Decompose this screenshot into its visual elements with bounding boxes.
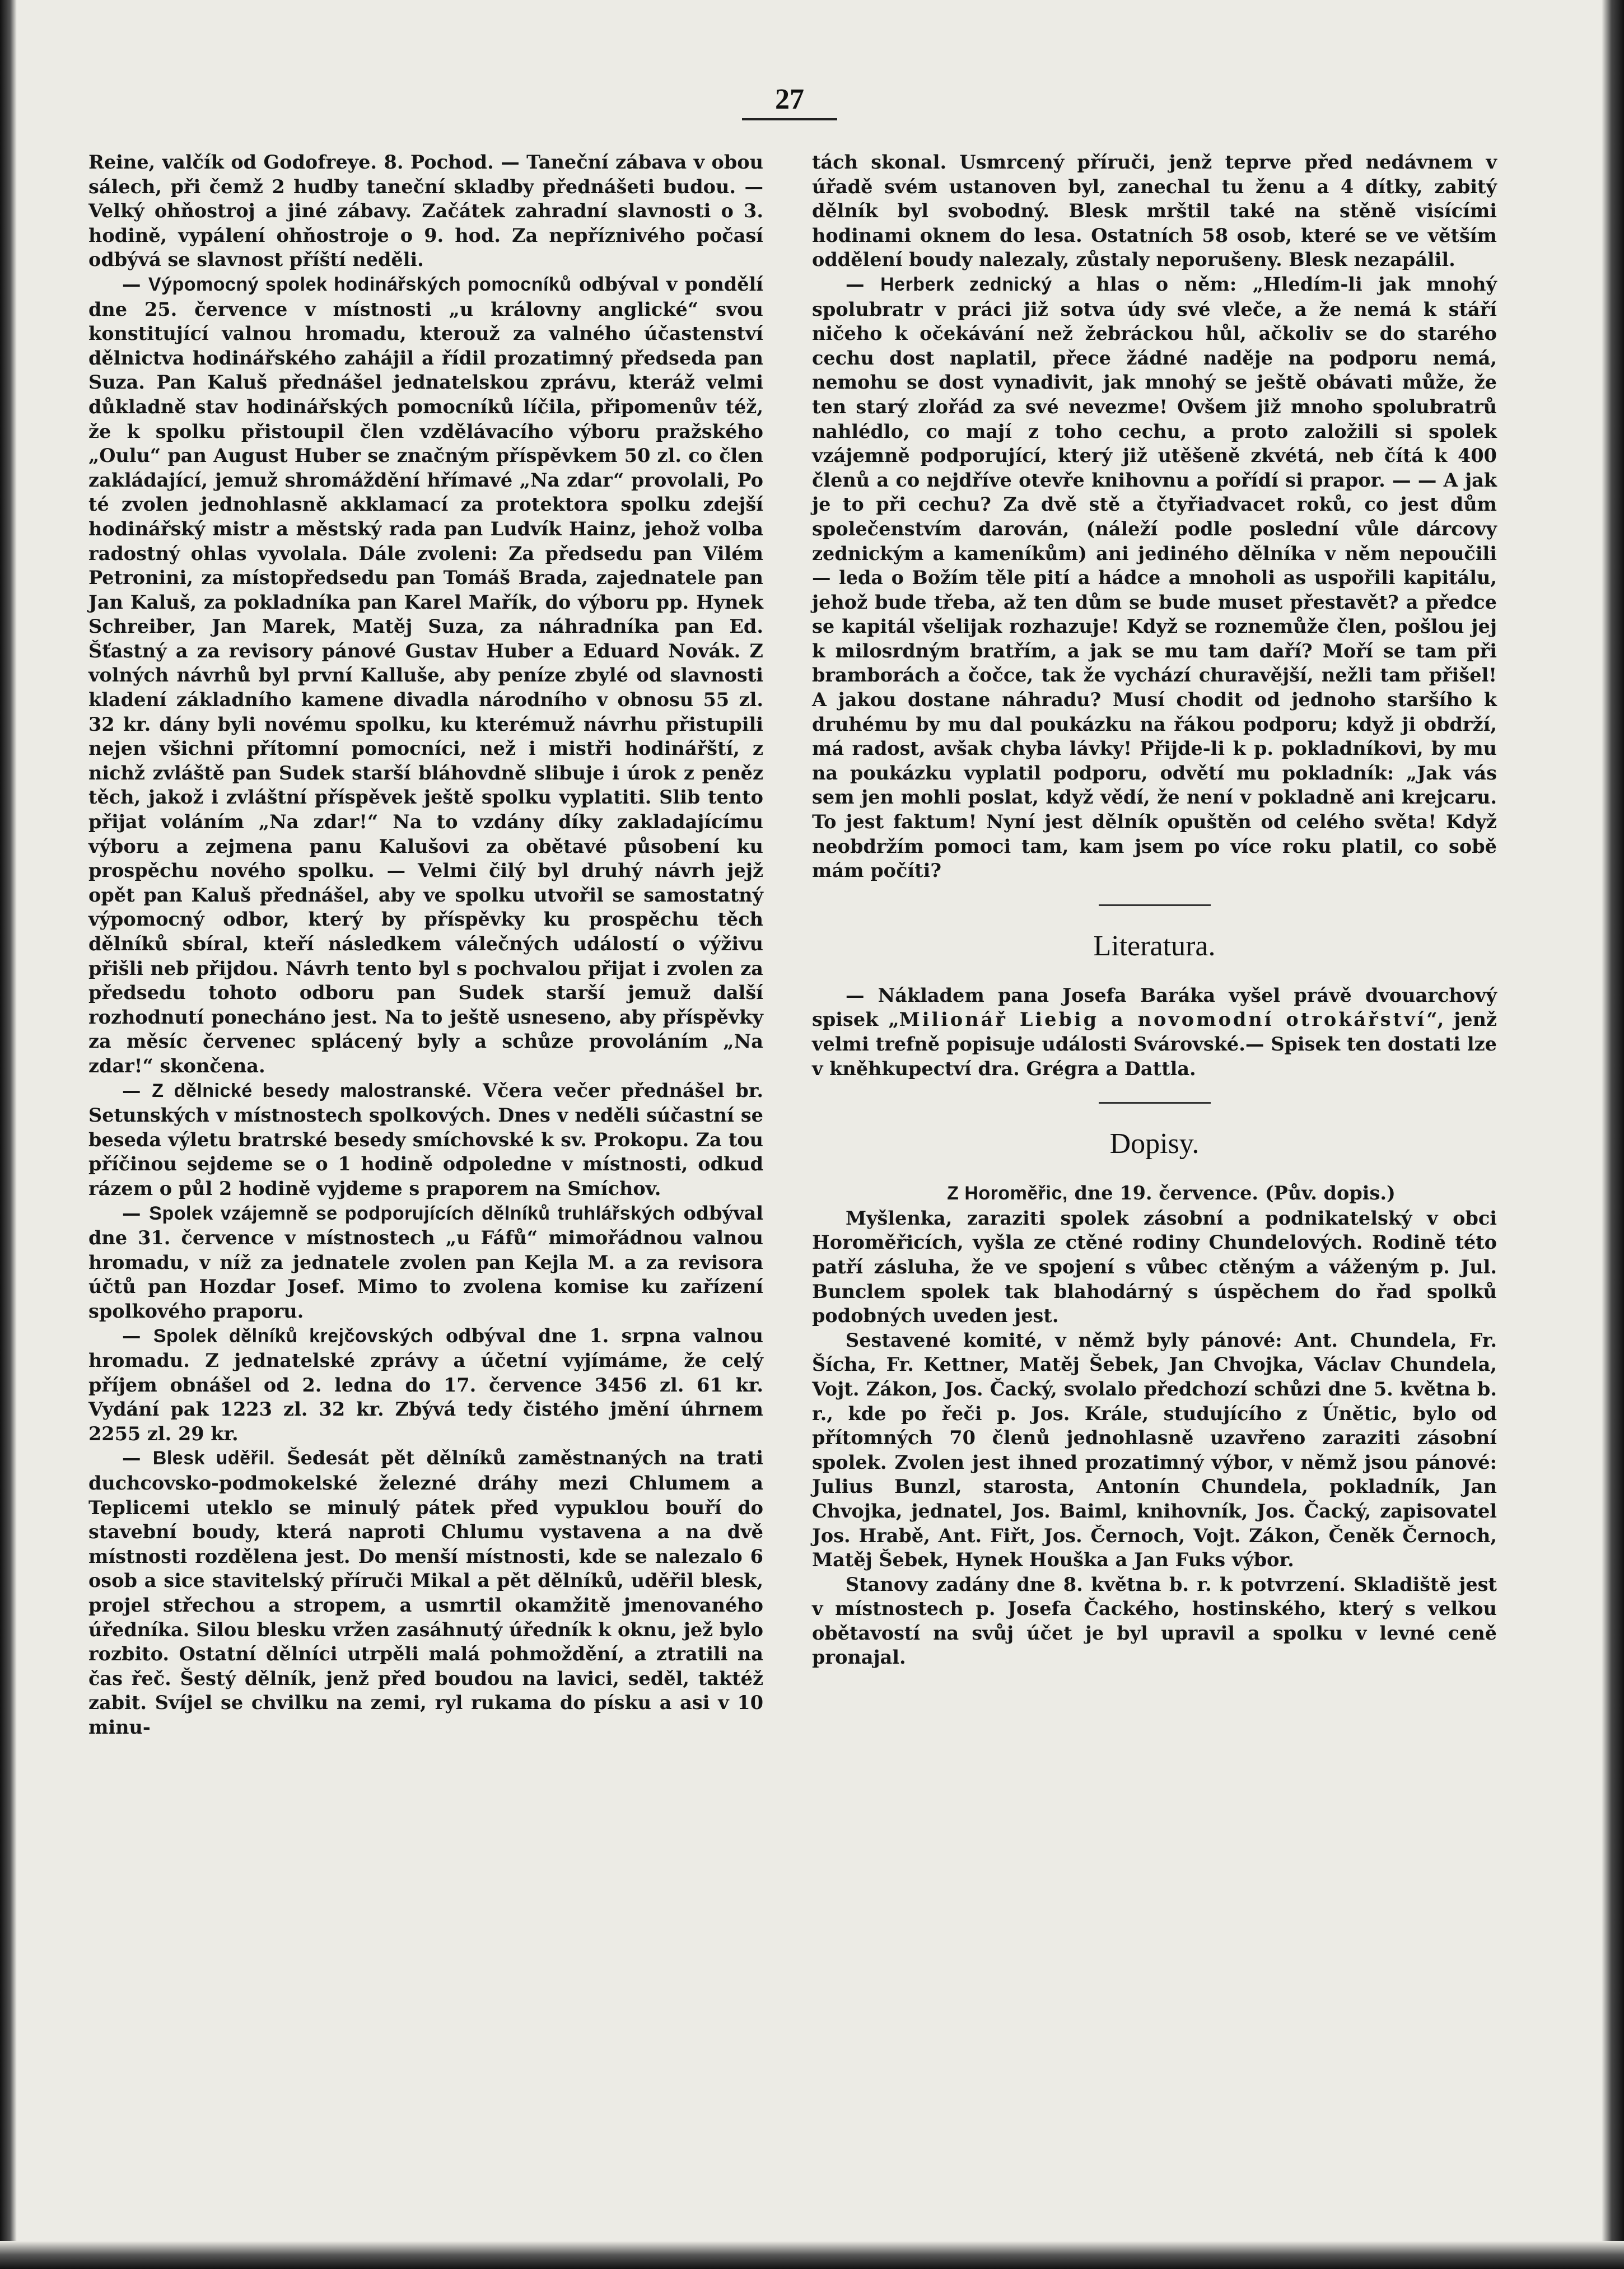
article-body: odbýval dne 31. července v místnostech „u Fáfů“ mimořádnou valnou hromadu, v níž za jednatele zvolen pan Kejla M. a za revisora účtů pan Hozdar Josef. Mimo to zvolena komise ku zařízení spolkového praporu.	[88, 1202, 764, 1322]
article-heading: Spolek dělníků krejčovských	[153, 1325, 433, 1347]
article-masons-hostel: — Herberk zednický a hlas o něm: „Hledím-li jak mnohý spolubratr v práci již sotva údy své vleče, a že nemá k stáří ničeho k očekávání než žebráckou hůl, ačkoliv se do starého cechu dost naplatil, přece žádné naděje na podporu nemá, nemohu se dost vynadivit, jak mnohý se ještě obávati může, že ten starý zlořád za své nevezme! Ovšem již mnoho spolubratrů nahlédlo, co mají z toho cechu, a proto založili si spolek vzájemně podporující, který již utěšeně zkvétá, neb čítá k 400 členů a co nejdříve otevře knihovnu a pořídí si prapor. — — A jak je to při cechu? Za dvě stě a čtyřiadvacet roků, co jest dům společenstvím darován, (náleží podle poslední vůle dárcovy zednickým a kameníkům) ani jediného dělníka v něm nepoučili — leda o Božím těle pití a hádce a mnoholi as uspořili kapitálu, jehož bude třeba, až ten dům se bude muset přestavět? a předce se kapitál všelijak rozhazuje! Když se roznemůže člen, pošlou jej k milosrdným bratřím, a jak se mu tam daří? Moří se tam při bramborách a čočce, tak že vychází churavější, nežli tam přišel! A jakou dostane náhradu? Musí chodit od jednoho staršího k druhému by mu dal poukázku na řákou podporu; když ji obdrží, má radost, avšak chyba lávky! Přijde-li k p. pokladníkovi, by mu na poukázku vyplatil podporu, odvětí mu pokladník: „Jak vás sem jen mohli poslat, když vědí, že není v pokladně ani krejcaru. To jest faktum! Nyní jest dělník opuštěn od celého světa! Když neobdržím pomoci tam, kam jsem po více roku platil, co sobě mám počíti?	[812, 273, 1497, 882]
article-heading: Spolek vzájemně se podporujících dělníků truhlářských	[149, 1202, 675, 1224]
letter-place: Z Horoměřic,	[947, 1183, 1068, 1204]
article-watchmakers-aid-society: — Výpomocný spolek hodinářských pomocníků odbýval v pondělí dne 25. července v místnosti „u královny anglické“ svou konstitující valnou hromadu, kterouž za valného účastenství dělnictva hodinářského zahájil a řídil prozatimný předseda pan Suza. Pan Kaluš přednášel jednatelskou zprávu, kteráž velmi důkladně stav hodinářských pomocníků líčila, připomenův též, že k spolku přistoupil člen vzdělávacího výboru pražského „Oulu“ pan August Huber se značným příspěvkem 50 zl. co člen zakládající, jemuž shromáždění hřímavé „Na zdar“ provolali, Po té zvolen jednohlasně akklamací za protektora spolku zdejší hodinářský mistr a městský rada pan Ludvík Hainz, jehož volba radostný ohlas vyvolala. Dále zvoleni: Za předsedu pan Vilém Petronini, za místopředsedu pan Tomáš Brada, zajednatele pan Jan Kaluš, za pokladníka pan Karel Mařík, do výboru pp. Hynek Schreiber, Jan Marek, Matěj Suza, za náhradníka pan Ed. Šťastný a za revisory pánové Gustav Huber a Eduard Novák. Z volných návrhů byl první Kalluše, aby peníze zbylé od slavnosti kladení základního kamene divadla národního v obnosu 55 zl. 32 kr. dány byli novému spolku, ku kterémuž návrhu přistupili nejen všichni přítomní pomocníci, než i mistři hodinářští, z nichž zvláště pan Sudek starší bláhovdně slibuje i úrok z peněz těch, jakož i zvláštní příspěvek ještě spolku vyplatiti. Slib tento přijat voláním „Na zdar!“ Na to vzdány díky zakladajícímu výboru a zejmena panu Kalušovi za obětavé působení ku prospěchu nového spolku. — Velmi čilý byl druhý návrh jejž opět pan Kaluš přednášel, aby ve spolku utvořil se samostatný výpomocný odbor, který by příspěvky ku prospěchu těch dělníků sbíral, kteří následkem válečných událostí o výživu přišli neb přijdou. Návrh tento byl s pochvalou přijat i zvolen za předsedu tohoto odboru pan Sudek starší jemuž další rozhodnutí ponecháno jest. Na to ještě usneseno, aby příspěvky za měsíc červenec splácený byly a schůze provoláním „Na zdar!“ skončena.	[88, 273, 764, 1077]
section-heading-literatura: Literatura.	[1093, 930, 1216, 962]
article-lightning-strike-continued: tách skonal. Usmrcený příruči, jenž teprve před nedávnem v úřadě svém ustanoven byl, zanechal tu ženu a 4 dítky, zabitý dělník byl svobodný. Blesk mrštil také na stěně visícími hodinami oknem do lesa. Ostatních 58 osob, které se ve větším oddělení boudy nalezaly, zůstaly neporušeny. Blesk nezapálil.	[812, 151, 1497, 271]
letter-paragraph: Myšlenka, zaraziti spolek zásobní a podnikatelský v obci Horoměřicích, vyšla ze ctěné rodiny Chundelových. Rodině této patří zásluha, že ve spojení s vůbec ctěným a váženým p. Jul. Bunclem spolek tak blahodárný s úspěchem do řad spolků podobných uveden jest.	[812, 1207, 1497, 1327]
article-body: “, jenž velmi trefně popisuje události Svárovské.— Spisek ten dostati lze v kněhkupectví dra. Grégra a Dattla.	[812, 1009, 1497, 1080]
article-heading: Herberk zednický	[880, 273, 1052, 295]
letter-dateline	[812, 1181, 1497, 1206]
scan-edge-left	[0, 0, 17, 2269]
article-heading: Z dělnické besedy malostranské.	[152, 1080, 472, 1101]
section-divider	[1099, 904, 1211, 906]
letter-paragraph: Sestavené komité, v němž byly pánové: Ant. Chundela, Fr. Šícha, Fr. Kettner, Matěj Šebek, Jan Chvojka, Václav Chundela, Vojt. Zákon, Jos. Čacký, svolalo předchozí schůzi dne 5. května b. r., kde po řeči p. Jos. Krále, studujícího z Únětic, bylo od přítomných 70 členů jednohlasně uzavřeno zaraziti zásobní spolek. Zvolen jest ihned prozatimný výbor, v němž jsou pánové: Julius Bunzl, starosta, Antonín Chundela, pokladník, Jan Chvojka, jednatel, Jos. Baiml, knihovník, Jos. Čacký, zapisovatel Jos. Hrabě, Ant. Fiřt, Jos. Černoch, Vojt. Zákon, Čeněk Černoch, Matěj Šebek, Hynek Houška a Jan Fuks výbor.	[812, 1329, 1497, 1571]
letter-date: dne 19. července. (Pův. dopis.)	[1067, 1182, 1396, 1204]
left-column	[88, 150, 763, 1740]
scan-edge-bottom	[0, 2241, 1624, 2269]
article-body: — Nákladem pana Josefa Baráka vyšel právě dvouarchový spisek „	[812, 984, 1497, 1031]
article-body: Šedesát pět dělníků zaměstnaných na trati duchcovsko-podmokelské železné dráhy mezi Chlumem a Teplicemi uteklo se minulý pátek před vypuklou bouří do stavební boudy, která naproti Chlumu vystavena a na dvě místnosti rozdělena jest. Do menší místnosti, kde se nalezalo 6 osob a sice stavitelský příruči Mikal a pět dělníků, uděřil blesk, projel střechou a stropem, a usmrtil okamžitě jmenovaného úředníka. Silou blesku vržen zasáhnutý úředník k oknu, jež bylo rozbito. Ostatní dělníci utrpěli malá pohmoždění, a ztratili na čas řeč. Šestý dělník, jenž před boudou na lavici, seděl, taktéž zabit. Svíjel se chvilku na zemi, ryl rukama do písku a asi v 10 minu-	[88, 1447, 763, 1738]
article-carpenters-society: — Spolek vzájemně se podporujících dělníků truhlářských odbýval dne 31. července v místnostech „u Fáfů“ mimořádnou valnou hromadu, v níž za jednatele zvolen pan Kejla M. a za revisora účtů pan Hozdar Josef. Mimo to zvolena komise ku zařízení spolkového praporu.	[88, 1202, 764, 1322]
page-number: 27	[742, 83, 837, 120]
scan-edge-right	[1602, 0, 1624, 2269]
article-lightning-strike: — Blesk uděřil. Šedesát pět dělníků zaměstnaných na trati duchcovsko-podmokelské železné dráhy mezi Chlumem a Teplicemi uteklo se minulý pátek před vypuklou bouří do stavební boudy, která naproti Chlumu vystavena a na dvě místnosti rozdělena jest. Do menší místnosti, kde se nalezalo 6 osob a sice stavitelský příruči Mikal a pět dělníků, uděřil blesk, projel střechou a stropem, a usmrtil okamžitě jmenovaného úředníka. Silou blesku vržen zasáhnutý úředník k oknu, jež bylo rozbito. Ostatní dělníci utrpěli malá pohmoždění, a ztratili na čas řeč. Šestý dělník, jenž před boudou na lavici, seděl, taktéž zabit. Svíjel se chvilku na zemi, ryl rukama do písku a asi v 10 minu-	[88, 1447, 763, 1738]
right-column	[812, 150, 1497, 1670]
article-festival-program: Reine, valčík od Godofreye. 8. Pochod. — Taneční zábava v obou sálech, při čemž 2 hudby taneční skladby přednášeti budou. — Velký ohňostroj a jiné zábavy. Začátek zahradní slavnosti o 3. hodině, vypálení ohňostroje o 9. hod. Za nepříznivého počasí odbývá se slavnost příští neděli.	[88, 151, 763, 271]
letter-paragraph: Stanovy zadány dne 8. května b. r. k potvrzení. Skladiště jest v místnostech p. Josefa Čackého, hostinského, který s velkou obětavostí na svůj účet je byl upravil a spolku v levné ceně pronajal.	[812, 1573, 1497, 1669]
article-body: Včera večer přednášel br. Setunských v místnostech spolkových. Dnes v neděli súčastní se beseda výletu bratrské besedy smíchovské k sv. Prokopu. Za tou příčinou sejdeme se o 1 hodině odpoledne v místnosti, odkud rázem o půl 2 hodině vyjdeme s praporem na Smíchov.	[88, 1079, 763, 1199]
article-heading: Blesk uděřil.	[152, 1448, 276, 1469]
article-body: odbýval v pondělí dne 25. července v místnosti „u královny anglické“ svou konstitující valnou hromadu, kterouž za valného účastenství dělnictva hodinářského zahájil a řídil prozatimný předseda pan Suza. Pan Kaluš přednášel jednatelskou zprávu, kteráž velmi důkladně stav hodinářských pomocníků líčila, připomenův též, že k spolku přistoupil člen vzdělávacího výboru pražského „Oulu“ pan August Huber se značným příspěvkem 50 zl. co člen zakládající, jemuž shromáždění hřímavé „Na zdar“ provolali, Po té zvolen jednohlasně akklamací za protektora spolku zdejší hodinářský mistr a městský rada pan Ludvík Hainz, jehož volba radostný ohlas vyvolala. Dále zvoleni: Za předsedu pan Vilém Petronini, za místopředsedu pan Tomáš Brada, zajednatele pan Jan Kaluš, za pokladníka pan Karel Mařík, do výboru pp. Hynek Schreiber, Jan Marek, Matěj Suza, za náhradníka pan Ed. Šťastný a za revisory pánové Gustav Huber a Eduard Novák. Z volných návrhů byl první Kalluše, aby peníze zbylé od slavnosti kladení základního kamene divadla národního v obnosu 55 zl. 32 kr. dány byli novému spolku, ku kterémuž návrhu přistupili nejen všichni přítomní pomocníci, než i mistři hodinářští, z nichž zvláště pan Sudek starší bláhovdně slibuje i úrok z peněz těch, jakož i zvláštní příspěvek ještě spolku vyplatiti. Slib tento přijat voláním „Na zdar!“ Na to vzdány díky zakladajícímu výboru a zejmena panu Kalušovi za obětavé působení ku prospěchu nového spolku. — Velmi čilý byl druhý návrh jejž opět pan Kaluš přednášel, aby ve spolku utvořil se samostatný výpomocný odbor, který by příspěvky ku prospěchu těch dělníků sbíral, kteří následkem válečných událostí o výživu přišli neb přijdou. Návrh tento byl s pochvalou přijat i zvolen za předsedu tohoto odboru pan Sudek starší jemuž další rozhodnutí ponecháno jest. Na to ještě usneseno, aby příspěvky za měsíc červenec splácený byly a schůze provoláním „Na zdar!“ skončena.	[88, 273, 764, 1077]
book-title: Milionář Liebig a novomodní otrokářství	[899, 1009, 1427, 1031]
article-heading: Výpomocný spolek hodinářských pomocníků	[148, 273, 572, 295]
section-divider	[1099, 1102, 1211, 1104]
article-tailors-society: — Spolek dělníků krejčovských odbýval dne 1. srpna valnou hromadu. Z jednatelské zprávy a účetní vyjímáme, že celý příjem obnášel od 2. ledna do 17. července 3456 zl. 61 kr. Vydání pak 1223 zl. 32 kr. Zbývá tedy čistého jmění úhrnem 2255 zl. 29 kr.	[88, 1324, 763, 1445]
article-body: odbýval dne 1. srpna valnou hromadu. Z jednatelské zprávy a účetní vyjímáme, že celý příjem obnášel od 2. ledna do 17. července 3456 zl. 61 kr. Vydání pak 1223 zl. 32 kr. Zbývá tedy čistého jmění úhrnem 2255 zl. 29 kr.	[88, 1324, 763, 1445]
section-heading-dopisy: Dopisy.	[1109, 1128, 1200, 1160]
article-literature-note	[812, 983, 1497, 1081]
article-body: a hlas o něm: „Hledím-li jak mnohý spolubratr v práci již sotva údy své vleče, a že nemá k stáří ničeho k očekávání než žebráckou hůl, ačkoliv se do starého cechu dost naplatil, přece žádné naděje na podporu nemá, nemohu se dost vynadivit, jak mnohý se ještě obávati může, že ten starý zlořád za své nevezme! Ovšem již mnoho spolubratrů nahlédlo, co mají z toho cechu, a proto založili si spolek vzájemně podporující, který již utěšeně zkvétá, neb čítá k 400 členů a co nejdříve otevře knihovnu a pořídí si prapor. — — A jak je to při cechu? Za dvě stě a čtyřiadvacet roků, co jest dům společenstvím darován, (náleží podle poslední vůle dárcovy zednickým a kameníkům) ani jediného dělníka v něm nepoučili — leda o Božím těle pití a hádce a mnoholi as uspořili kapitálu, jehož bude třeba, až ten dům se bude muset přestavět? a předce se kapitál všelijak rozhazuje! Když se roznemůže člen, pošlou jej k milosrdným bratřím, a jak se mu tam daří? Moří se tam při bramborách a čočce, tak že vychází churavější, nežli tam přišel! A jakou dostane náhradu? Musí chodit od jednoho staršího k druhému by mu dal poukázku na řákou podporu; když ji obdrží, má radost, avšak chyba lávky! Přijde-li k p. pokladníkovi, by mu na poukázku vyplatil podporu, odvětí mu pokladník: „Jak vás sem jen mohli poslat, když vědí, že není v pokladně ani krejcaru. To jest faktum! Nyní jest dělník opuštěn od celého světa! Když neobdržím pomoci tam, kam jsem po více roku platil, co sobě mám počíti?	[812, 273, 1497, 882]
article-mala-strana-club: — Z dělnické besedy malostranské. Včera večer přednášel br. Setunských v místnostech spolkových. Dnes v neděli súčastní se beseda výletu bratrské besedy smíchovské k sv. Prokopu. Za tou příčinou sejdeme se o 1 hodině odpoledne v místnosti, odkud rázem o půl 2 hodině vyjdeme s praporem na Smíchov.	[88, 1079, 763, 1199]
